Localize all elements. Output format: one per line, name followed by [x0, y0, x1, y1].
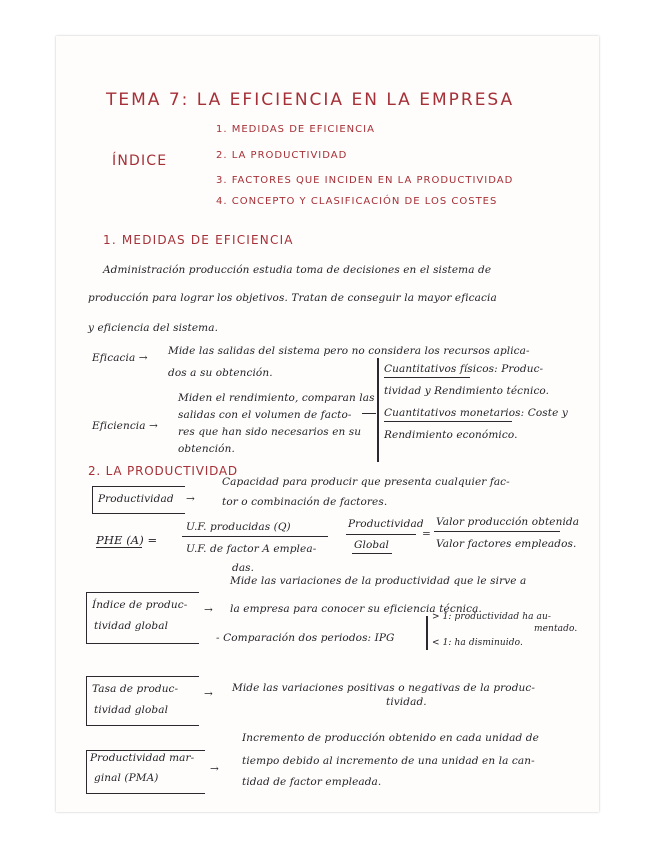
- global-denominator: Global: [354, 539, 390, 551]
- pma-line-1: Incremento de producción obtenido en cada unidad de: [242, 732, 539, 744]
- global-numerator: Productividad: [348, 518, 424, 530]
- productividad-arrow: →: [186, 493, 195, 505]
- pma-label-2: ginal (PMA): [94, 772, 159, 784]
- indice-label-1: Índice de produc-: [92, 599, 188, 611]
- section1-heading: 1. MEDIDAS DE EFICIENCIA: [103, 233, 294, 247]
- eficiencia-line-1: Miden el rendimiento, comparan las: [178, 392, 375, 404]
- eficacia-label: Eficacia →: [92, 352, 148, 364]
- index-item-3: 3. FACTORES QUE INCIDEN EN LA PRODUCTIVIDAD: [216, 175, 514, 186]
- intro-line-1: Administración producción estudia toma de decisiones en el sistema de: [103, 264, 492, 276]
- phe-underline: [96, 547, 142, 548]
- eficiencia-label: Eficiencia →: [92, 420, 158, 432]
- pma-line-3: tidad de factor empleada.: [242, 776, 382, 788]
- page-title: TEMA 7: LA EFICIENCIA EN LA EMPRESA: [106, 90, 515, 110]
- types-brace: [377, 358, 379, 462]
- productividad-label: Productividad: [98, 493, 174, 505]
- indice-line-1: Mide las variaciones de la productividad que le sirve a: [230, 575, 527, 587]
- tasa-line-1: Mide las variaciones positivas o negativas de la produc-: [232, 682, 536, 694]
- intro-line-2: producción para lograr los objetivos. Tratan de conseguir la mayor eficacia: [88, 292, 497, 304]
- phe-numerator: U.F. producidas (Q): [186, 521, 291, 533]
- ipg-brace: [426, 616, 428, 650]
- global-underline: [352, 553, 392, 554]
- types-line-4: Rendimiento económico.: [384, 429, 518, 441]
- eficiencia-dash: [362, 413, 376, 414]
- ipg-greater-2: mentado.: [534, 624, 578, 634]
- index-item-1: 1. MEDIDAS DE EFICIENCIA: [216, 124, 375, 135]
- tasa-label-1: Tasa de produc-: [92, 683, 179, 695]
- indice-line-3: - Comparación dos periodos: IPG: [216, 632, 395, 644]
- types-line-3: Cuantitativos monetarios: Coste y: [384, 407, 568, 419]
- ipg-less: < 1: ha disminuido.: [432, 638, 523, 648]
- index-label: ÍNDICE: [112, 153, 168, 169]
- types-line-2: tividad y Rendimiento técnico.: [384, 385, 550, 397]
- phe-denominator-2: das.: [232, 562, 255, 574]
- types-underline-2: [384, 421, 512, 422]
- global-fraction-bar: [346, 534, 416, 535]
- indice-arrow: →: [204, 604, 213, 616]
- value-numerator: Valor producción obtenida: [436, 516, 580, 528]
- eficiencia-line-2: salidas con el volumen de facto-: [178, 409, 352, 421]
- ipg-greater: > 1: productividad ha au-: [432, 612, 552, 622]
- pma-arrow: →: [210, 763, 219, 775]
- tasa-label-2: tividad global: [94, 704, 169, 716]
- phe-fraction-bar: [182, 536, 328, 537]
- equals-sign: =: [422, 528, 431, 540]
- phe-label: PHE (A) =: [96, 533, 158, 547]
- pma-line-2: tiempo debido al incremento de una unidad en la can-: [242, 755, 535, 767]
- productividad-line-1: Capacidad para producir que presenta cualquier fac-: [222, 476, 510, 488]
- eficacia-line-2: dos a su obtención.: [168, 367, 273, 379]
- notebook-page: [56, 36, 599, 812]
- tasa-line-2: tividad.: [386, 696, 427, 708]
- value-denominator: Valor factores empleados.: [436, 538, 577, 550]
- index-item-4: 4. CONCEPTO Y CLASIFICACIÓN DE LOS COSTES: [216, 196, 498, 207]
- eficiencia-line-4: obtención.: [178, 443, 235, 455]
- phe-denominator: U.F. de factor A emplea-: [186, 543, 317, 555]
- tasa-arrow: →: [204, 688, 213, 700]
- eficacia-line-1: Mide las salidas del sistema pero no considera los recursos aplica-: [168, 345, 530, 357]
- types-underline-1: [384, 377, 470, 378]
- indice-line-2: la empresa para conocer su eficiencia técnica.: [230, 603, 482, 615]
- indice-label-2: tividad global: [94, 620, 169, 632]
- productividad-line-2: tor o combinación de factores.: [222, 496, 388, 508]
- types-line-1: Cuantitativos físicos: Produc-: [384, 363, 544, 375]
- eficiencia-line-3: res que han sido necesarios en su: [178, 426, 362, 438]
- section2-heading: 2. LA PRODUCTIVIDAD: [88, 464, 238, 478]
- intro-line-3: y eficiencia del sistema.: [88, 322, 219, 334]
- value-fraction-bar: [434, 531, 560, 532]
- pma-label-1: Productividad mar-: [90, 752, 195, 764]
- index-item-2: 2. LA PRODUCTIVIDAD: [216, 150, 348, 161]
